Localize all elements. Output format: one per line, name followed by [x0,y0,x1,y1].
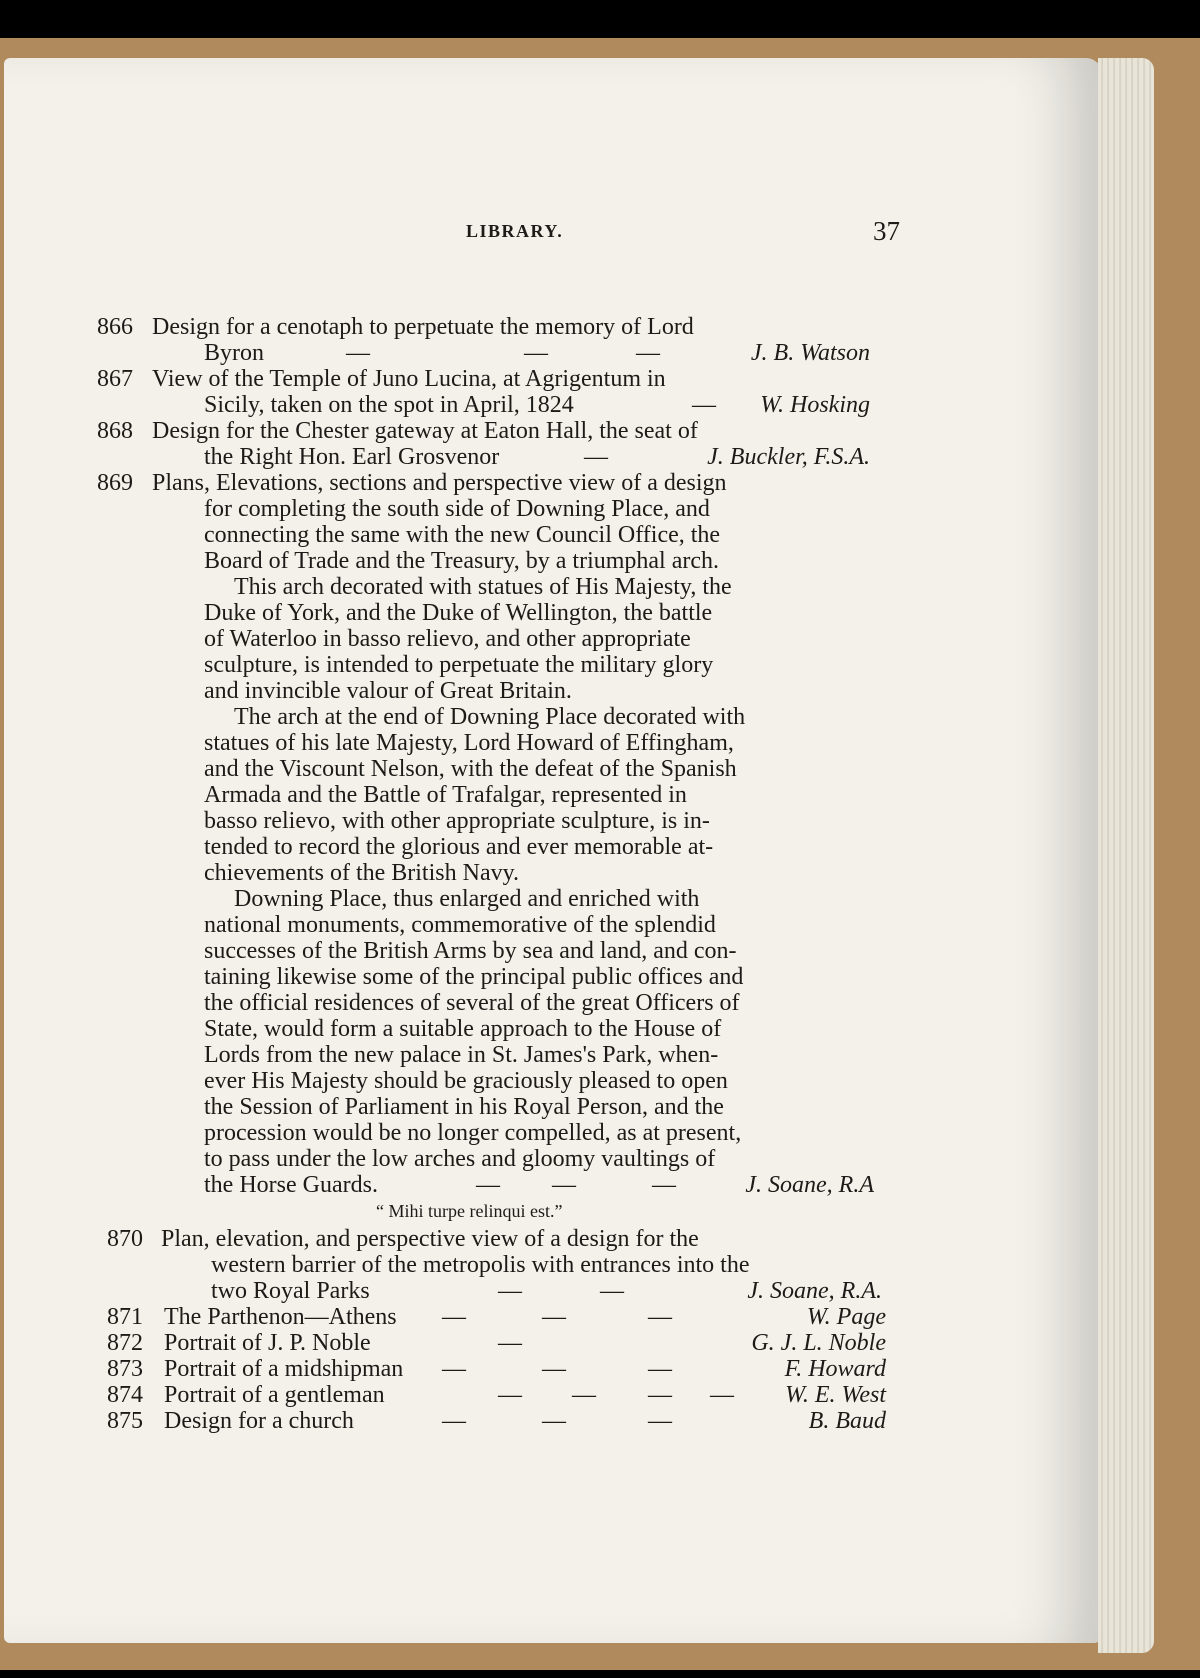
leader-dash: — [498,1278,522,1304]
artist-name: W. E. West [785,1382,886,1408]
leader-dash: — [648,1382,672,1408]
entry-number: 871 [107,1304,143,1330]
leader-dash: — [584,444,608,470]
entry-869-line [4,1067,1102,1095]
leader-dash: — [442,1356,466,1382]
entry-869-line [4,1041,1102,1069]
leader-dash: — [600,1278,624,1304]
entry-text: connecting the same with the new Council Office, the [204,522,721,548]
artist-name: J. B. Watson [750,340,870,366]
entry-869-line [4,1119,1102,1147]
entry-870-line-1 [4,1225,1102,1253]
leader-dash: — [442,1304,466,1330]
entry-number: 875 [107,1408,143,1434]
entry-870-line-2 [4,1251,1102,1279]
page-edges [1098,58,1154,1653]
entry-title: Plans, Elevations, sections and perspective view of a design [152,470,727,496]
entry-number: 869 [97,470,133,496]
entry-872 [4,1329,1102,1357]
entry-text: Lords from the new palace in St. James's Park, when- [204,1042,719,1068]
entry-number: 872 [107,1330,143,1356]
entry-title: Portrait of a gentleman [164,1382,385,1408]
entry-869-line-1 [4,469,1102,497]
entry-text: national monuments, commemorative of the splendid [204,912,716,938]
leader-dash: — [542,1408,566,1434]
entry-text: the official residences of several of the great Officers of [204,990,740,1016]
leader-dash: — [692,392,716,418]
leader-dash: — [636,340,660,366]
entry-number: 866 [97,314,133,340]
artist-name: J. Buckler, F.S.A. [707,444,870,470]
entry-text: ever His Majesty should be graciously pleased to open [204,1068,728,1094]
leader-dash: — [648,1356,672,1382]
artist-name: B. Baud [808,1408,886,1434]
artist-name: J. Soane, R.A [745,1172,874,1198]
entry-869-line [4,599,1102,627]
leader-dash: — [542,1304,566,1330]
entry-text: the Horse Guards. [204,1172,378,1198]
entry-text: successes of the British Arms by sea and land, and con- [204,938,737,964]
artist-name: G. J. L. Noble [751,1330,886,1356]
leader-dash: — [542,1356,566,1382]
entry-text: to pass under the low arches and gloomy vaultings of [204,1146,716,1172]
entry-866-line-2 [4,339,1102,367]
motto-line [4,1197,1102,1225]
entry-title: The Parthenon—Athens [164,1304,397,1330]
entry-868-line-2 [4,443,1102,471]
entry-title: Sicily, taken on the spot in April, 1824 [204,392,574,418]
entry-869-line [4,833,1102,861]
entry-869-line [4,937,1102,965]
entry-869-line [4,859,1102,887]
entry-874 [4,1381,1102,1409]
artist-name: J. Soane, R.A. [747,1278,882,1304]
entry-text: The arch at the end of Downing Place decorated with [234,704,746,730]
entry-number: 867 [97,366,133,392]
entry-title: western barrier of the metropolis with entrances into the [211,1252,750,1278]
entry-869-line-last [4,1171,1102,1199]
entry-text: the Session of Parliament in his Royal Person, and the [204,1094,724,1120]
leader-dash: — [498,1330,522,1356]
entry-text: Board of Trade and the Treasury, by a triumphal arch. [204,548,720,574]
entry-869-line [4,625,1102,653]
entry-869-line [4,781,1102,809]
entry-869-line [4,1093,1102,1121]
page-number: 37 [873,216,900,246]
artist-name: W. Page [806,1304,886,1330]
artist-name: W. Hosking [760,392,870,418]
entry-title: Portrait of J. P. Noble [164,1330,371,1356]
entry-number: 868 [97,418,133,444]
entry-text: and the Viscount Nelson, with the defeat of the Spanish [204,756,737,782]
entry-869-line [4,1145,1102,1173]
entry-title: Byron [204,340,264,366]
leader-dash: — [572,1382,596,1408]
entry-title: the Right Hon. Earl Grosvenor [204,444,500,470]
leader-dash: — [652,1172,676,1198]
entry-869-line [4,651,1102,679]
entry-title: Design for the Chester gateway at Eaton Hall, the seat of [152,418,698,444]
leader-dash: — [476,1172,500,1198]
entry-text: procession would be no longer compelled, as at present, [204,1120,742,1146]
entry-873 [4,1355,1102,1383]
artist-name: F. Howard [784,1356,886,1382]
entry-text: Duke of York, and the Duke of Wellington, the battle [204,600,713,626]
entry-text: of Waterloo in basso relievo, and other appropriate [204,626,691,652]
entry-number: 870 [107,1226,143,1252]
entry-title: View of the Temple of Juno Lucina, at Agrigentum in [152,366,666,392]
entry-text: Armada and the Battle of Trafalgar, represented in [204,782,687,808]
leader-dash: — [524,340,548,366]
motto: “ Mihi turpe relinqui est.” [376,1201,563,1221]
entry-title: Design for a church [164,1408,354,1434]
leader-dash: — [346,340,370,366]
entry-number: 873 [107,1356,143,1382]
entry-869-line [4,755,1102,783]
entry-text: basso relievo, with other appropriate sculpture, is in- [204,808,710,834]
entry-869-line [4,1015,1102,1043]
entry-text: and invincible valour of Great Britain. [204,678,572,704]
entry-869-line [4,963,1102,991]
leader-dash: — [498,1382,522,1408]
entry-text: sculpture, is intended to perpetuate the military glory [204,652,714,678]
entry-text: This arch decorated with statues of His Majesty, the [234,574,732,600]
leader-dash: — [442,1408,466,1434]
entry-875 [4,1407,1102,1435]
entry-text: tended to record the glorious and ever memorable at- [204,834,714,860]
entry-text: chievements of the British Navy. [204,860,520,886]
entry-869-line [4,911,1102,939]
leader-dash: — [710,1382,734,1408]
entry-869-line [4,677,1102,705]
page-text [4,58,1102,1643]
leader-dash: — [552,1172,576,1198]
entry-866-line-1 [4,313,1102,341]
entry-869-line [4,729,1102,757]
entry-text: taining likewise some of the principal public offices and [204,964,744,990]
entry-867-line-2 [4,391,1102,419]
entry-text: for completing the south side of Downing Place, and [204,496,710,522]
entry-869-line [4,521,1102,549]
entry-869-line [4,547,1102,575]
entry-869-line [4,807,1102,835]
entry-871 [4,1303,1102,1331]
entry-869-line [4,885,1102,913]
entry-870-line-3 [4,1277,1102,1305]
entry-868-line-1 [4,417,1102,445]
entry-869-line [4,495,1102,523]
entry-number: 874 [107,1382,143,1408]
entry-869-line [4,573,1102,601]
entry-867-line-1 [4,365,1102,393]
entry-869-line [4,989,1102,1017]
entry-title: Design for a cenotaph to perpetuate the memory of Lord [152,314,694,340]
entry-text: State, would form a suitable approach to the House of [204,1016,722,1042]
entry-title: Plan, elevation, and perspective view of a design for the [161,1226,699,1252]
leader-dash: — [648,1304,672,1330]
entry-text: statues of his late Majesty, Lord Howard of Effingham, [204,730,734,756]
entry-title: two Royal Parks [211,1278,370,1304]
running-head: LIBRARY. [466,221,564,241]
entry-text: Downing Place, thus enlarged and enriched with [234,886,700,912]
entry-869-line [4,703,1102,731]
entry-title: Portrait of a midshipman [164,1356,404,1382]
leader-dash: — [648,1408,672,1434]
book-page [4,58,1102,1643]
